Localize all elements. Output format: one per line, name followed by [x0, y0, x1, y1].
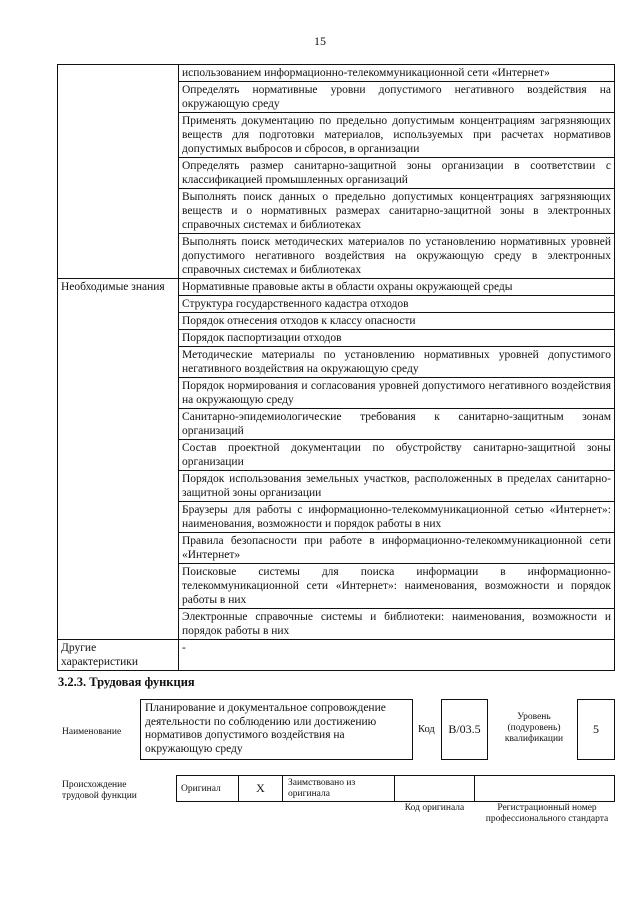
knowledge-item: Структура государственного кадастра отходов	[179, 296, 615, 313]
table-row	[58, 640, 615, 671]
knowledge-item: Нормативные правовые акты в области охраны окружающей среды	[179, 279, 615, 296]
page-number: 15	[314, 34, 326, 48]
original-label: Оригинал	[176, 775, 239, 802]
section-title: 3.2.3. Трудовая функция	[58, 675, 195, 689]
knowledge-label: Необходимые знания	[58, 279, 179, 640]
row-label-empty	[58, 65, 179, 279]
skill-item: Определять размер санитарно-защитной зоны организации в соответствии с классификацией промышленных организаций	[179, 158, 615, 189]
borrowed-label: Заимствовано из оригинала	[282, 775, 395, 802]
code-value: B/03.5	[441, 699, 488, 760]
level-label: Уровень (подуровень) квалификации	[504, 712, 564, 744]
knowledge-item: Правила безопасности при работе в информационно-телекоммуникационной сети «Интернет»	[179, 533, 615, 564]
table-row	[58, 65, 615, 82]
name-label: Наименование	[62, 727, 122, 737]
code-label: Код	[418, 724, 435, 735]
other-characteristics-value: -	[179, 640, 615, 671]
code-original-cell	[394, 775, 475, 802]
knowledge-item: Браузеры для работы с информационно-телекоммуникационной сетью «Интернет»: наименования, возможности и порядок работы в них	[179, 502, 615, 533]
knowledge-item: Поисковые системы для поиска информации в информационно-телекоммуникационной сети «Интернет»: наименования, возможности и порядок работы в них	[179, 564, 615, 609]
requirements-table	[57, 64, 615, 671]
table-row	[58, 279, 615, 296]
original-mark: X	[238, 775, 283, 802]
knowledge-item: Порядок использования земельных участков, расположенных в пределах санитарно-защитной зоны организации	[179, 471, 615, 502]
skill-item: Применять документацию по предельно допустимым концентрациям загрязняющих веществ для подготовки материалов, используемых при расчетах нормативов допустимых выбросов и сбросов, в организации	[179, 113, 615, 158]
reg-number-label: Регистрационный номер профессионального стандарта	[485, 803, 609, 824]
knowledge-item: Порядок отнесения отходов к классу опасности	[179, 313, 615, 330]
knowledge-item: Санитарно-эпидемиологические требования к санитарно-защитным зонам организаций	[179, 409, 615, 440]
reg-number-cell	[474, 775, 615, 802]
knowledge-item: Методические материалы по установлению нормативных уровней допустимого негативного воздействия на окружающую среду	[179, 347, 615, 378]
skill-item: Выполнять поиск данных о предельно допустимых концентрациях загрязняющих веществ и о нормативных размерах санитарно-защитной зоны в электронных справочных системах и библиотеках	[179, 189, 615, 234]
code-original-label: Код оригинала	[404, 803, 465, 813]
level-value: 5	[577, 699, 615, 760]
skill-item: использованием информационно-телекоммуникационной сети «Интернет»	[179, 65, 615, 82]
knowledge-item: Состав проектной документации по обустройству санитарно-защитной зоны организации	[179, 440, 615, 471]
skill-item: Определять нормативные уровни допустимого негативного воздействия на окружающую среду	[179, 82, 615, 113]
origin-label: Происхождение трудовой функции	[62, 780, 137, 801]
knowledge-item: Порядок нормирования и согласования уровней допустимого негативного воздействия на окружающую среду	[179, 378, 615, 409]
other-characteristics-label: Другие характеристики	[58, 640, 179, 671]
function-name-value: Планирование и документальное сопровождение деятельности по соблюдению или достижению нормативов допустимого воздействия на окружающую среду	[140, 699, 413, 760]
knowledge-item: Электронные справочные системы и библиотеки: наименования, возможности и порядок работы в них	[179, 609, 615, 640]
knowledge-item: Порядок паспортизации отходов	[179, 330, 615, 347]
skill-item: Выполнять поиск методических материалов по установлению нормативных уровней допустимого негативного воздействия на окружающую среду в электронных справочных системах и библиотеках	[179, 234, 615, 279]
